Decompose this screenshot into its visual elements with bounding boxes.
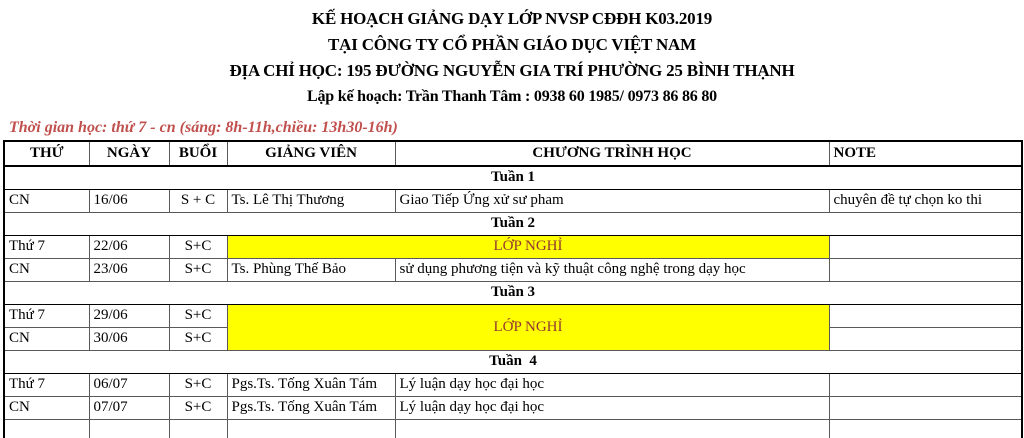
cell-ngay: 07/07	[89, 396, 169, 419]
doc-title-line3: ĐỊA CHỈ HỌC: 195 ĐƯỜNG NGUYỄN GIA TRÍ PHƯỜNG 25 BÌNH THẠNH	[229, 61, 795, 80]
cell-buoi: S+C	[169, 235, 227, 258]
col-header-chuong-trinh: CHƯƠNG TRÌNH HỌC	[395, 141, 829, 166]
class-row-23-06	[4, 258, 1022, 281]
cell-ngay	[89, 419, 169, 438]
cell-buoi	[169, 419, 227, 438]
section-row-tuan-1	[4, 166, 1022, 189]
cell-giang-vien: Ts. Phùng Thế Bảo	[227, 258, 395, 281]
cell-thu	[4, 419, 89, 438]
cell-buoi: S+C	[169, 373, 227, 396]
doc-title-line2: TẠI CÔNG TY CỔ PHẦN GIÁO DỤC VIỆT NAM	[328, 35, 696, 54]
table-header-row	[4, 141, 1022, 166]
schedule-table	[3, 140, 1023, 438]
cell-ngay: 23/06	[89, 258, 169, 281]
cell-thu: Thứ 7	[4, 235, 89, 258]
section-row-tuan-2	[4, 212, 1022, 235]
section-label: Tuần 2	[4, 212, 1022, 235]
cell-buoi: S+C	[169, 396, 227, 419]
col-header-ngay: NGÀY	[89, 141, 169, 166]
document-header	[0, 0, 1024, 110]
section-label: Tuần 3	[4, 281, 1022, 304]
class-row-06-07	[4, 373, 1022, 396]
cell-note	[829, 258, 1022, 281]
cell-note	[829, 327, 1022, 350]
cell-thu: Thứ 7	[4, 304, 89, 327]
cell-chuong-trinh	[395, 419, 829, 438]
cell-giang-vien: Pgs.Ts. Tống Xuân Tám	[227, 396, 395, 419]
cell-giang-vien: Pgs.Ts. Tống Xuân Tám	[227, 373, 395, 396]
section-label: Tuần 1	[4, 166, 1022, 189]
col-header-thu: THỨ	[4, 141, 89, 166]
cell-note	[829, 235, 1022, 258]
section-label: Tuần 4	[4, 350, 1022, 373]
doc-planner-line: Lập kế hoạch: Trần Thanh Tâm : 0938 60 1985/ 0973 86 86 80	[307, 88, 717, 105]
section-row-tuan-4	[4, 350, 1022, 373]
cell-giang-vien: Ts. Lê Thị Thương	[227, 189, 395, 212]
cell-thu: CN	[4, 327, 89, 350]
empty-partial-row	[4, 419, 1022, 438]
class-cancelled-badge: LỚP NGHỈ	[227, 235, 829, 258]
cell-chuong-trinh: Lý luận dạy học đại học	[395, 373, 829, 396]
cell-note: chuyên đề tự chọn ko thi	[829, 189, 1022, 212]
cell-note	[829, 419, 1022, 438]
cell-ngay: 16/06	[89, 189, 169, 212]
col-header-note: NOTE	[829, 141, 1022, 166]
cell-ngay: 06/07	[89, 373, 169, 396]
cell-buoi: S+C	[169, 327, 227, 350]
cell-chuong-trinh: sử dụng phương tiện và kỹ thuật công nghệ trong dạy học	[395, 258, 829, 281]
col-header-buoi: BUỔI	[169, 141, 227, 166]
cell-buoi: S + C	[169, 189, 227, 212]
cell-note	[829, 396, 1022, 419]
cell-thu: CN	[4, 396, 89, 419]
cell-note	[829, 304, 1022, 327]
class-row-16-06	[4, 189, 1022, 212]
cell-ngay: 29/06	[89, 304, 169, 327]
cancelled-row-22-06	[4, 235, 1022, 258]
cell-buoi: S+C	[169, 304, 227, 327]
class-row-07-07	[4, 396, 1022, 419]
col-header-giang-vien: GIẢNG VIÊN	[227, 141, 395, 166]
class-cancelled-badge: LỚP NGHỈ	[227, 304, 829, 350]
cell-buoi: S+C	[169, 258, 227, 281]
cell-ngay: 22/06	[89, 235, 169, 258]
cell-chuong-trinh: Giao Tiếp Ứng xử sư pham	[395, 189, 829, 212]
cell-note	[829, 373, 1022, 396]
cell-thu: Thứ 7	[4, 373, 89, 396]
cell-thu: CN	[4, 258, 89, 281]
schedule-time-note: Thời gian học: thứ 7 - cn (sáng: 8h-11h,chiều: 13h30-16h)	[9, 119, 398, 136]
doc-title-line1: KẾ HOẠCH GIẢNG DẠY LỚP NVSP CĐĐH K03.2019	[311, 9, 713, 28]
cell-ngay: 30/06	[89, 327, 169, 350]
section-row-tuan-3	[4, 281, 1022, 304]
cell-chuong-trinh: Lý luận dạy học đại học	[395, 396, 829, 419]
cancelled-row-29-06	[4, 304, 1022, 327]
cell-giang-vien	[227, 419, 395, 438]
cell-thu: CN	[4, 189, 89, 212]
